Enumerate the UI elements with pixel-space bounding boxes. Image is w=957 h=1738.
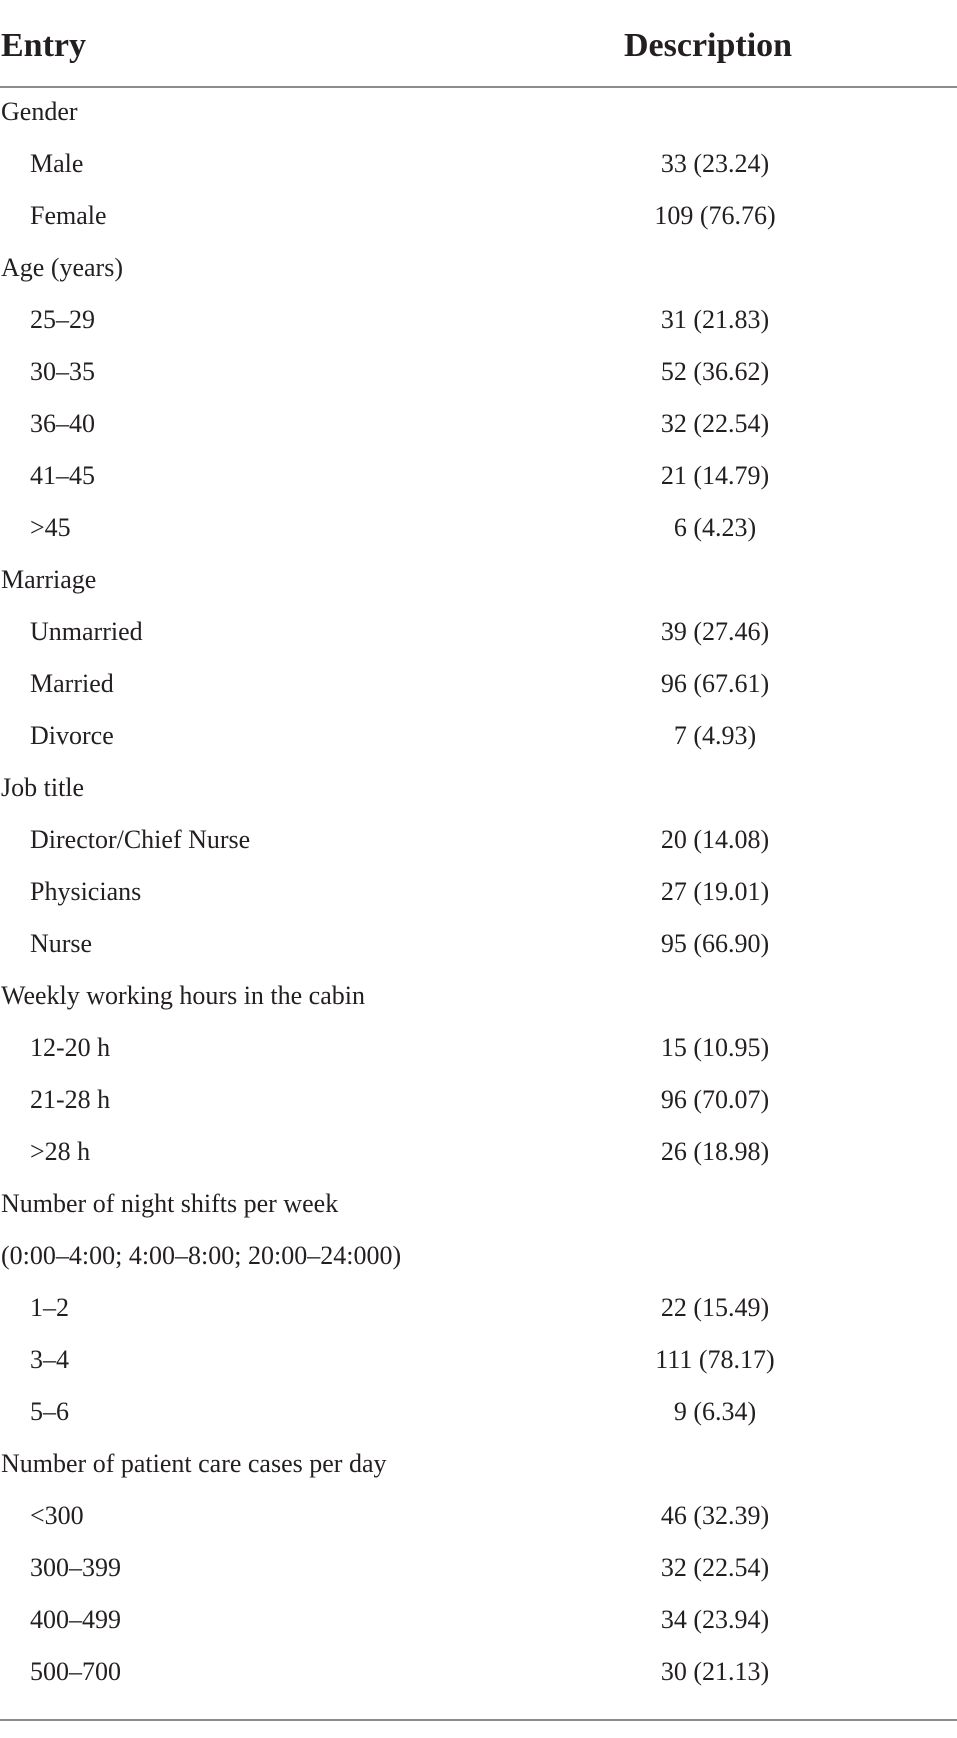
description-value: 20 (14.08)	[660, 825, 770, 854]
description-value: 31 (21.83)	[660, 305, 770, 334]
table-row	[0, 866, 957, 918]
table-row	[0, 1646, 957, 1698]
description-value	[580, 554, 850, 606]
table-row	[0, 1282, 957, 1334]
category-label: Age (years)	[1, 253, 123, 282]
table-row	[0, 190, 957, 242]
description-value: 96 (67.61)	[660, 669, 770, 698]
table-row	[0, 1542, 957, 1594]
entry-label: 41–45	[30, 461, 95, 490]
description-value	[580, 762, 850, 814]
description-value: 6 (4.23)	[673, 513, 757, 542]
entry-label: Physicians	[30, 877, 142, 906]
description-value	[580, 86, 850, 138]
table-row	[0, 138, 957, 190]
entry-label: 400–499	[30, 1605, 121, 1634]
description-value: 39 (27.46)	[660, 617, 770, 646]
entry-label: 21-28 h	[30, 1085, 111, 1114]
table-row	[0, 1074, 957, 1126]
description-value: 21 (14.79)	[660, 461, 770, 490]
table-row	[0, 1334, 957, 1386]
category-label: Number of night shifts per week	[1, 1189, 339, 1218]
category-row	[0, 970, 957, 1022]
table-row	[0, 1022, 957, 1074]
table-body	[0, 86, 957, 1698]
category-label: Job title	[1, 773, 85, 802]
description-value	[580, 970, 850, 1022]
category-label: (0:00–4:00; 4:00–8:00; 20:00–24:000)	[1, 1241, 402, 1270]
description-value: 52 (36.62)	[660, 357, 770, 386]
description-value: 33 (23.24)	[660, 149, 770, 178]
table-row	[0, 398, 957, 450]
entry-label: Director/Chief Nurse	[30, 825, 251, 854]
description-value: 111 (78.17)	[655, 1345, 775, 1374]
description-value: 30 (21.13)	[660, 1657, 770, 1686]
entry-label: 1–2	[30, 1293, 69, 1322]
description-value: 9 (6.34)	[673, 1397, 757, 1426]
description-value: 32 (22.54)	[660, 1553, 770, 1582]
category-row	[0, 1438, 957, 1490]
table-row	[0, 346, 957, 398]
table-row	[0, 658, 957, 710]
description-value: 26 (18.98)	[660, 1137, 770, 1166]
category-row	[0, 1230, 957, 1282]
description-value: 96 (70.07)	[660, 1085, 770, 1114]
description-value	[580, 1438, 850, 1490]
description-value	[580, 1230, 850, 1282]
table-bottom-rule	[0, 1719, 957, 1721]
table-row	[0, 814, 957, 866]
category-label: Marriage	[1, 565, 97, 594]
table-row	[0, 502, 957, 554]
entry-label: >28 h	[30, 1137, 91, 1166]
table-row	[0, 710, 957, 762]
category-label: Number of patient care cases per day	[1, 1449, 387, 1478]
entry-label: Unmarried	[30, 617, 143, 646]
table-row	[0, 1126, 957, 1178]
entry-label: Female	[30, 201, 107, 230]
entry-label: >45	[30, 513, 71, 542]
entry-label: Divorce	[30, 721, 114, 750]
category-row	[0, 1178, 957, 1230]
entry-label: Nurse	[30, 929, 93, 958]
description-value	[580, 1178, 850, 1230]
category-row	[0, 86, 957, 138]
description-value: 7 (4.93)	[673, 721, 757, 750]
entry-label: Married	[30, 669, 114, 698]
category-label: Gender	[1, 97, 78, 126]
category-label: Weekly working hours in the cabin	[1, 981, 365, 1010]
description-value: 109 (76.76)	[654, 201, 776, 230]
entry-label: 30–35	[30, 357, 95, 386]
description-value: 15 (10.95)	[660, 1033, 770, 1062]
table-row	[0, 918, 957, 970]
category-row	[0, 242, 957, 294]
description-column-header: Description	[624, 27, 793, 64]
description-value: 22 (15.49)	[660, 1293, 770, 1322]
entry-label: 3–4	[30, 1345, 69, 1374]
table-row	[0, 294, 957, 346]
entry-label: 500–700	[30, 1657, 121, 1686]
table-row	[0, 450, 957, 502]
entry-column-header: Entry	[1, 27, 86, 64]
description-value: 34 (23.94)	[660, 1605, 770, 1634]
description-value: 95 (66.90)	[660, 929, 770, 958]
entry-label: Male	[30, 149, 84, 178]
table-row	[0, 1490, 957, 1542]
entry-label: <300	[30, 1501, 84, 1530]
table-row	[0, 606, 957, 658]
table-header	[0, 0, 957, 88]
category-row	[0, 762, 957, 814]
table-row	[0, 1386, 957, 1438]
entry-label: 5–6	[30, 1397, 69, 1426]
entry-label: 25–29	[30, 305, 95, 334]
entry-label: 12-20 h	[30, 1033, 111, 1062]
description-value: 27 (19.01)	[660, 877, 770, 906]
description-value: 32 (22.54)	[660, 409, 770, 438]
table-row	[0, 1594, 957, 1646]
description-value	[580, 242, 850, 294]
category-row	[0, 554, 957, 606]
entry-label: 36–40	[30, 409, 95, 438]
entry-label: 300–399	[30, 1553, 121, 1582]
description-value: 46 (32.39)	[660, 1501, 770, 1530]
